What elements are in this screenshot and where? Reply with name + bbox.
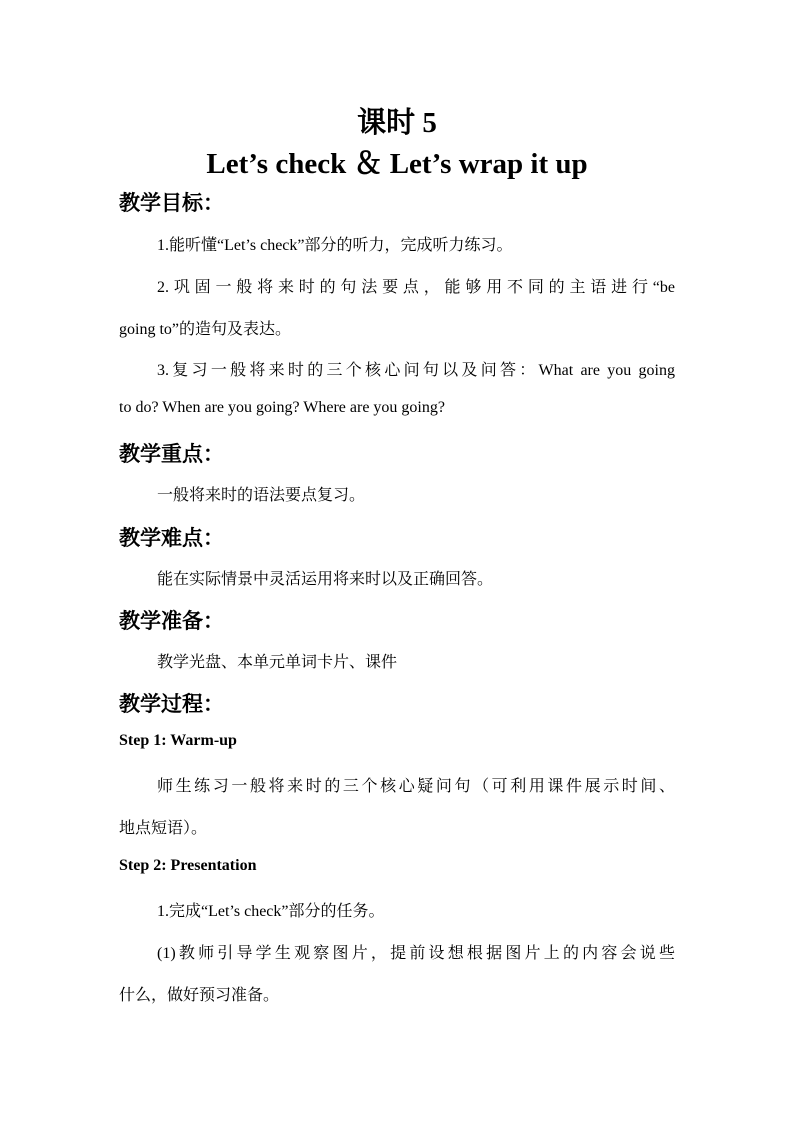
preparation-text: 教学光盘、本单元单词卡片、课件 bbox=[157, 654, 398, 671]
lesson-title: 课时 5 bbox=[357, 107, 437, 139]
step-1-line-2: 地点短语）。 bbox=[119, 820, 208, 837]
objective-item-1: 1.能听懂“Let’s check”部分的听力，完成听力练习。 bbox=[157, 237, 513, 254]
lesson-subtitle: Let’s check ＆ Let’s wrap it up bbox=[206, 148, 588, 180]
objective-item-3-line-2: to do? When are you going? Where are you going? bbox=[119, 399, 445, 416]
objectives-heading: 教学目标： bbox=[119, 191, 224, 215]
step-2-title: Step 2: Presentation bbox=[119, 857, 257, 874]
difficulties-text: 能在实际情景中灵活运用将来时以及正确回答。 bbox=[157, 571, 494, 588]
difficulties-heading: 教学难点： bbox=[119, 526, 224, 550]
step-1-title: Step 1: Warm-up bbox=[119, 732, 237, 749]
preparation-heading: 教学准备： bbox=[119, 609, 224, 633]
objective-item-2-line-2: going to”的造句及表达。 bbox=[119, 321, 291, 338]
step-1-line-1: 师生练习一般将来时的三个核心疑问句（可利用课件展示时间、 bbox=[157, 778, 675, 795]
step-2-sub-1-line-1: (1)教师引导学生观察图片，提前设想根据图片上的内容会说些 bbox=[157, 945, 675, 962]
key-points-heading: 教学重点： bbox=[119, 442, 224, 466]
process-heading: 教学过程： bbox=[119, 692, 224, 716]
objective-item-2-line-1: 2.巩固一般将来时的句法要点，能够用不同的主语进行“be bbox=[157, 279, 675, 296]
step-2-sub-1-line-2: 什么，做好预习准备。 bbox=[119, 987, 280, 1004]
objective-item-3-line-1: 3.复习一般将来时的三个核心问句以及问答：What are you going bbox=[157, 362, 675, 379]
key-points-text: 一般将来时的语法要点复习。 bbox=[157, 487, 366, 504]
step-2-item-1: 1.完成“Let’s check”部分的任务。 bbox=[157, 903, 385, 920]
